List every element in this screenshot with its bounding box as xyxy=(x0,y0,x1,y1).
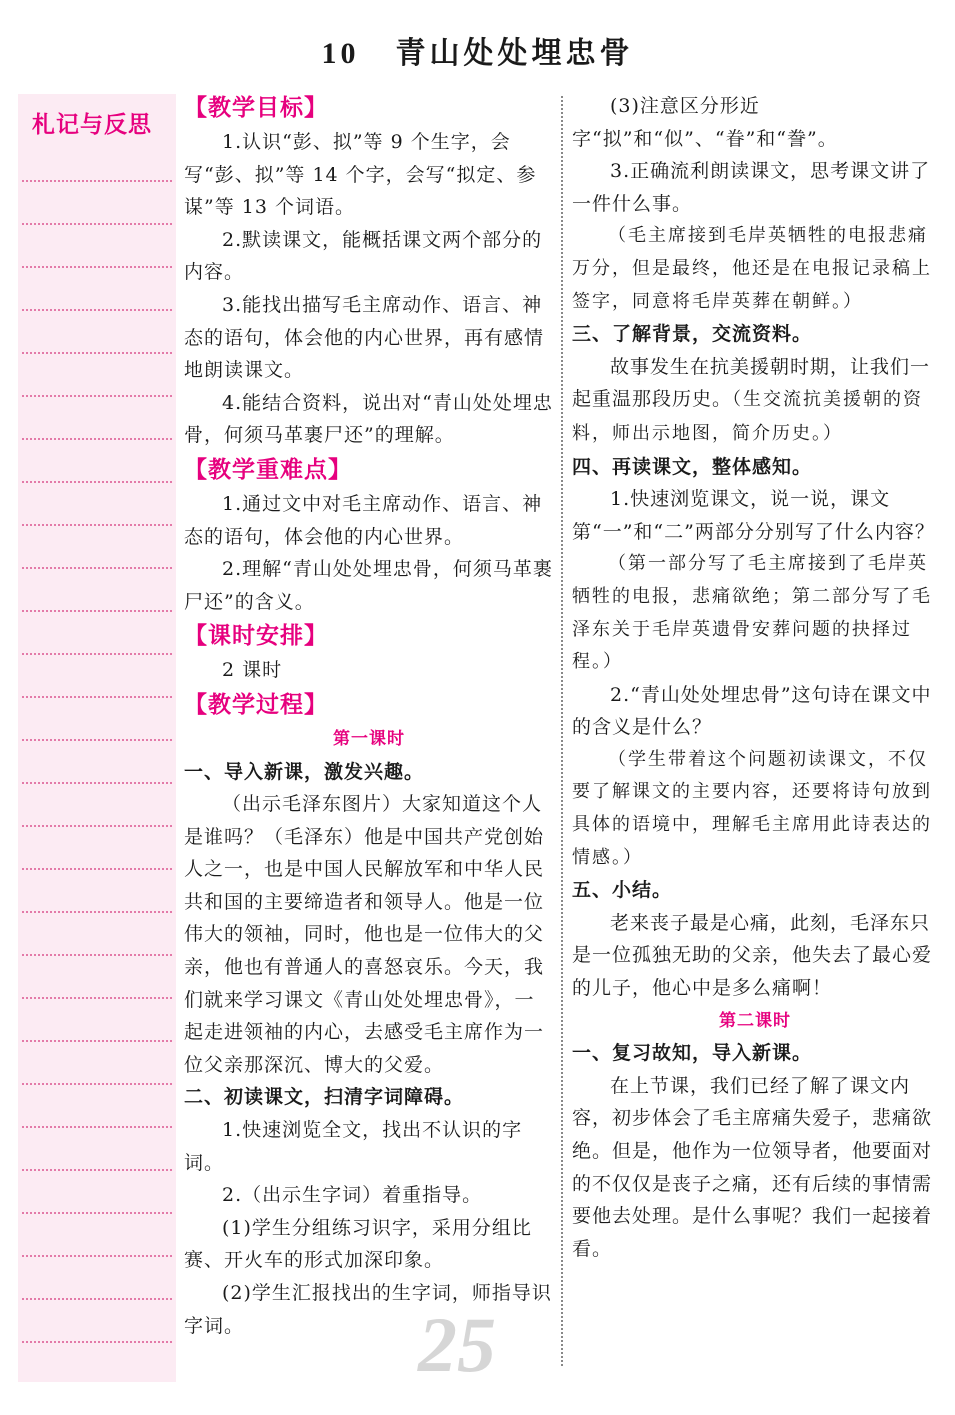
lesson1-heading: 第一课时 xyxy=(333,728,405,749)
step1-text: （出示毛泽东图片）大家知道这个人是谁吗？（毛泽东）他是中国共产党创始人之一，也是中国人民解放军和中华人民共和国的主要缔造者和领导人。他是一位伟大的领袖，同时，他也是一位伟大的父亲，他也有普通人的喜怒哀乐。今天，我们就来学习课文《青山处处埋忠骨》，一起走进领袖的内心，去感受毛主席作为一位父亲那深沉、博大的父爱。 xyxy=(184,793,545,1076)
step4-question: 2.“青山处处埋忠骨”这句诗在课文中的含义是什么？ xyxy=(572,683,932,739)
note-line xyxy=(22,1212,172,1214)
note-line xyxy=(22,868,172,870)
note-line xyxy=(22,1040,172,1042)
right-column xyxy=(572,90,938,1265)
note-line xyxy=(22,825,172,827)
step5-heading: 五、小结。 xyxy=(572,879,673,902)
step2-item: 1.快速浏览全文，找出不认识的字词。 xyxy=(184,1119,523,1174)
notes-sidebar xyxy=(18,94,176,1382)
left-column xyxy=(184,90,554,1342)
note-line xyxy=(22,1126,172,1128)
step2-item: 2.（出示生字词）着重指导。 xyxy=(222,1184,483,1207)
note-line xyxy=(22,653,172,655)
note-line xyxy=(22,266,172,268)
read-answer: （毛主席接到毛岸英牺牲的电报悲痛万分，但是最终，他还是在电报记录稿上签字，同意将毛岸英葬在朝鲜。） xyxy=(572,225,932,312)
note-line xyxy=(22,481,172,483)
step2-heading: 二、初读课文，扫清字词障碍。 xyxy=(184,1086,465,1109)
page-number: 25 xyxy=(418,1301,496,1388)
note-line xyxy=(22,352,172,354)
note-line xyxy=(22,696,172,698)
objective-item: 3.能找出描写毛主席动作、语言、神态的语句，体会他的内心世界，再有感情地朗读课文。 xyxy=(184,293,545,382)
note-line xyxy=(22,954,172,956)
note-line xyxy=(22,309,172,311)
note-line xyxy=(22,180,172,182)
step1-heading: 一、导入新课，激发兴趣。 xyxy=(184,760,425,783)
step4-answer: （第一部分写了毛主席接到了毛岸英牺牲的电报，悲痛欲绝；第二部分写了毛泽东关于毛岸英遗骨安葬问题的抉择过程。） xyxy=(572,553,932,673)
note-line xyxy=(22,1255,172,1257)
note-line xyxy=(22,739,172,741)
schedule-heading: 【课时安排】 xyxy=(184,623,328,650)
process-heading: 【教学过程】 xyxy=(184,691,328,718)
objectives-heading: 【教学目标】 xyxy=(184,95,328,121)
step5-text: 老来丧子最是心痛，此刻，毛泽东只是一位孤独无助的父亲，他失去了最心爱的儿子，他心中是多么痛啊！ xyxy=(572,911,933,1000)
note-line xyxy=(22,782,172,784)
difficulties-heading: 【教学重难点】 xyxy=(184,456,352,483)
lesson2-heading: 第二课时 xyxy=(719,1010,791,1031)
note-line xyxy=(22,438,172,440)
step3-heading: 三、了解背景，交流资料。 xyxy=(572,323,813,346)
step4-answer: （学生带着这个问题初读课文，不仅要了解课文的主要内容，还要将诗句放到具体的语境中，理解毛主席用此诗表达的情感。） xyxy=(572,748,932,868)
note-line xyxy=(22,223,172,225)
note-line xyxy=(22,395,172,397)
note-line xyxy=(22,610,172,612)
lesson2-step1-heading: 一、复习故知，导入新课。 xyxy=(572,1042,813,1065)
objective-item: 1.认识“彭、拟”等 9 个生字，会写“彭、拟”等 14 个字，会写“拟定、参谋”等 13 个词语。 xyxy=(184,131,537,219)
step2-item: (3)注意区分形近字“拟”和“似”、“眷”和“誊”。 xyxy=(572,95,838,150)
step4-heading: 四、再读课文，整体感知。 xyxy=(572,455,813,478)
step4-question: 1.快速浏览课文，说一说，课文第“一”和“二”两部分分别写了什么内容？ xyxy=(572,488,935,543)
page-title xyxy=(0,28,955,72)
note-line xyxy=(22,1083,172,1085)
objective-item: 2.默读课文，能概括课文两个部分的内容。 xyxy=(184,228,543,284)
difficulty-item: 1.通过文中对毛主席动作、语言、神态的语句，体会他的内心世界。 xyxy=(184,492,543,548)
step3-note: （生交流抗美援朝的资料，师出示地图，简介历史。） xyxy=(572,389,924,444)
difficulty-item: 2.理解“青山处处埋忠骨，何须马革裹尸还”的含义。 xyxy=(184,558,553,613)
note-line xyxy=(22,1169,172,1171)
column-divider xyxy=(561,96,563,1366)
step3-text: 故事发生在抗美援朝时期，让我们一起重温那段历史。 xyxy=(572,355,931,411)
read-task: 3.正确流利朗读课文，思考课文讲了一件什么事。 xyxy=(572,160,931,215)
note-line xyxy=(22,524,172,526)
step2-item: (1)学生分组练习识字，采用分组比赛、开火车的形式加深印象。 xyxy=(184,1216,532,1272)
schedule-text: 2 课时 xyxy=(222,659,283,682)
note-line xyxy=(22,1298,172,1300)
note-line xyxy=(22,1341,172,1343)
lesson-number: 10 xyxy=(321,37,360,70)
objective-item: 4.能结合资料，说出对“青山处处埋忠骨，何须马革裹尸还”的理解。 xyxy=(184,391,553,447)
note-line xyxy=(22,997,172,999)
note-line xyxy=(22,567,172,569)
lesson2-step1-text: 在上节课，我们已经了解了课文内容，初步体会了毛主席痛失爱子，悲痛欲绝。但是，他作为一位领导者，他要面对的不仅仅是丧子之痛，还有后续的事情需要他去处理。是什么事呢？我们一起接着看。 xyxy=(572,1074,933,1260)
lesson-title: 青山处处埋忠骨 xyxy=(395,36,634,71)
note-line xyxy=(22,911,172,913)
sidebar-title: 札记与反思 xyxy=(32,112,152,138)
step2-item: (2)学生汇报找出的生字词，师指导识字词。 xyxy=(184,1282,552,1337)
